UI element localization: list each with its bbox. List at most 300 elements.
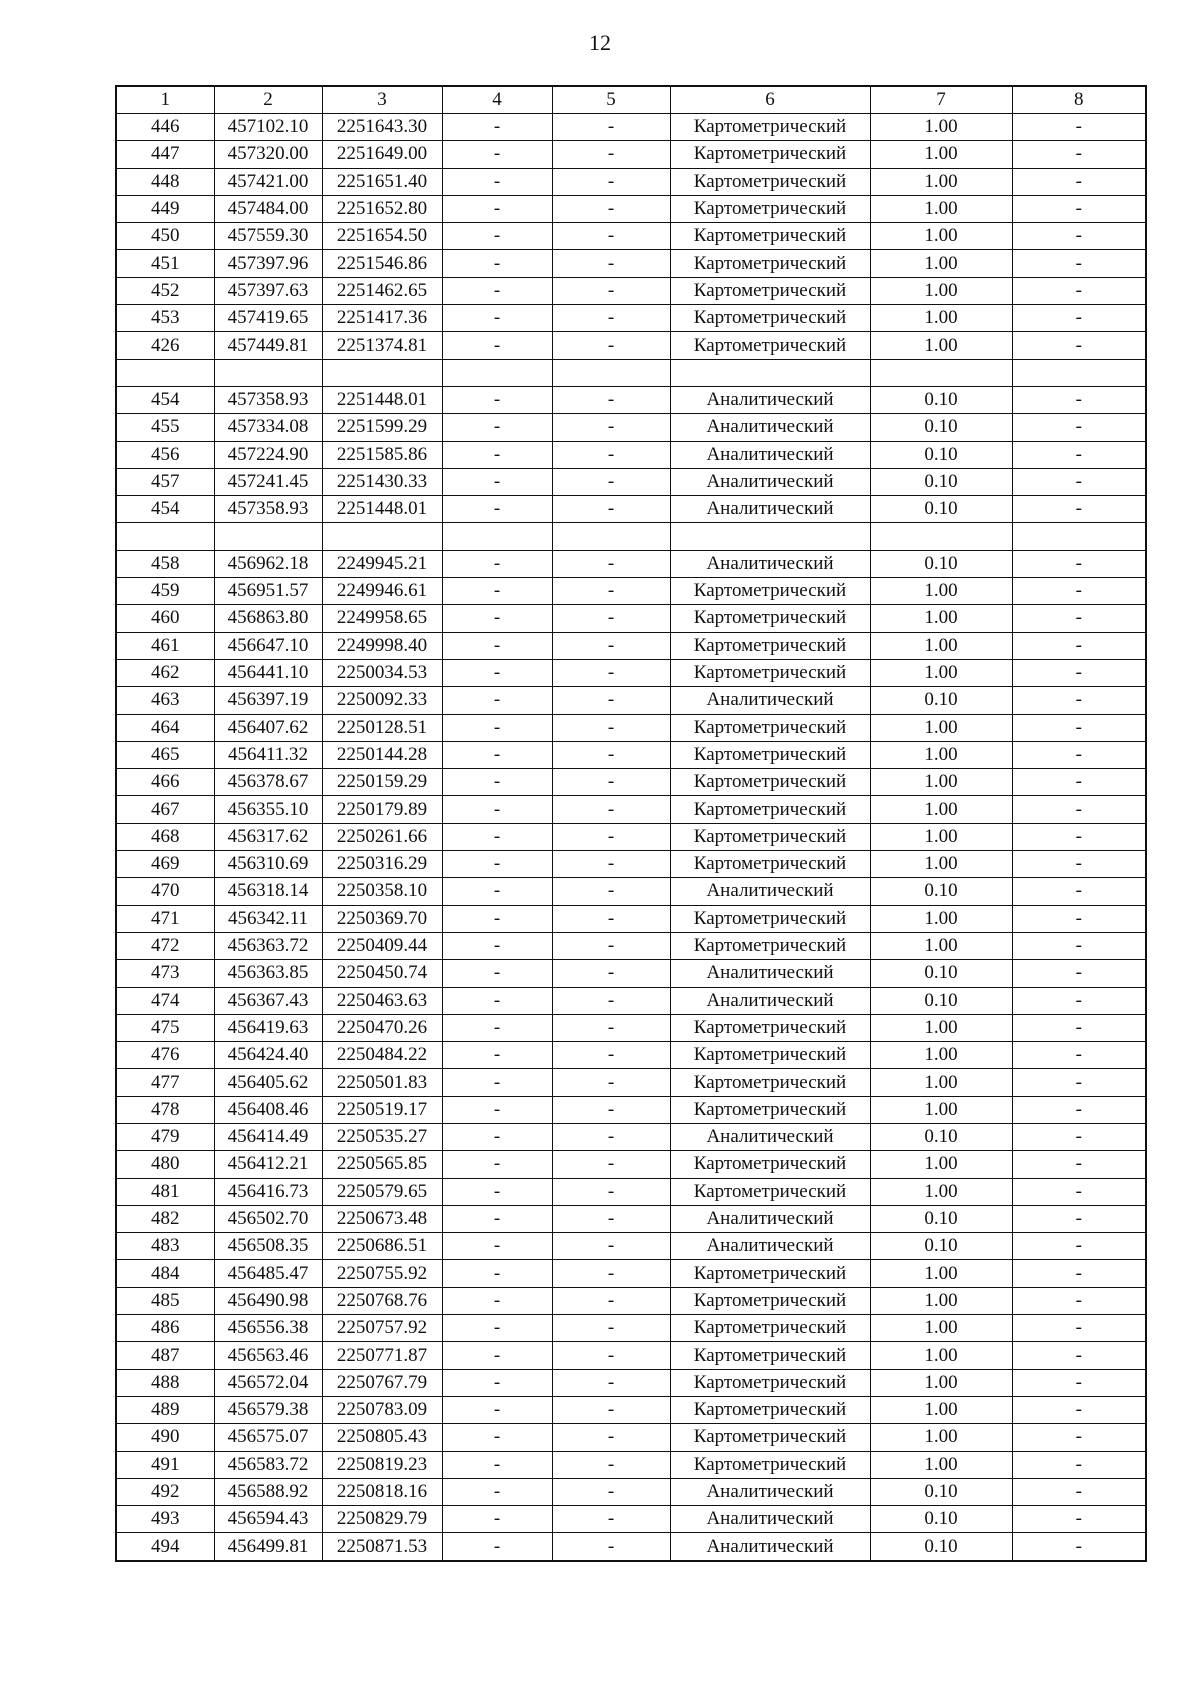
cell-coord-y: 2250470.26 — [322, 1014, 442, 1041]
cell-coord-x: 457358.93 — [214, 496, 322, 523]
cell-col-8: - — [1012, 550, 1146, 577]
cell-method: Аналитический — [670, 1478, 870, 1505]
cell-coord-x: 456367.43 — [214, 987, 322, 1014]
cell-coord-x: 456363.72 — [214, 932, 322, 959]
cell-coord-x: 456412.21 — [214, 1151, 322, 1178]
cell-method: Аналитический — [670, 687, 870, 714]
cell-point-number: 476 — [116, 1042, 214, 1069]
cell-coord-x — [214, 523, 322, 550]
table-row — [116, 578, 1146, 605]
cell-col-8: - — [1012, 1069, 1146, 1096]
cell-col-8: - — [1012, 168, 1146, 195]
cell-coord-y: 2251649.00 — [322, 141, 442, 168]
cell-point-number: 478 — [116, 1096, 214, 1123]
cell-accuracy: 1.00 — [870, 741, 1012, 768]
cell-method: Картометрический — [670, 1042, 870, 1069]
cell-col-4: - — [442, 250, 552, 277]
cell-coord-x: 456951.57 — [214, 578, 322, 605]
cell-accuracy: 0.10 — [870, 441, 1012, 468]
cell-method: Аналитический — [670, 987, 870, 1014]
cell-col-8: - — [1012, 1369, 1146, 1396]
table-row — [116, 250, 1146, 277]
cell-col-4: - — [442, 1424, 552, 1451]
cell-col-5: - — [552, 714, 670, 741]
cell-coord-x: 456407.62 — [214, 714, 322, 741]
cell-col-5 — [552, 359, 670, 386]
cell-col-4: - — [442, 1178, 552, 1205]
cell-accuracy: 0.10 — [870, 550, 1012, 577]
cell-col-4: - — [442, 1315, 552, 1342]
cell-method: Аналитический — [670, 1205, 870, 1232]
cell-col-4: - — [442, 1205, 552, 1232]
cell-col-5: - — [552, 1478, 670, 1505]
cell-coord-x: 457241.45 — [214, 468, 322, 495]
cell-col-5: - — [552, 1533, 670, 1561]
cell-point-number: 450 — [116, 223, 214, 250]
cell-coord-y: 2250450.74 — [322, 960, 442, 987]
cell-point-number: 468 — [116, 823, 214, 850]
cell-point-number: 461 — [116, 632, 214, 659]
cell-col-4: - — [442, 1342, 552, 1369]
cell-accuracy: 1.00 — [870, 250, 1012, 277]
cell-col-4: - — [442, 1096, 552, 1123]
cell-col-4: - — [442, 496, 552, 523]
table-row — [116, 468, 1146, 495]
cell-col-5: - — [552, 741, 670, 768]
cell-coord-y: 2249945.21 — [322, 550, 442, 577]
cell-point-number: 482 — [116, 1205, 214, 1232]
cell-col-4: - — [442, 550, 552, 577]
cell-coord-y: 2250565.85 — [322, 1151, 442, 1178]
cell-accuracy: 1.00 — [870, 714, 1012, 741]
cell-col-5: - — [552, 1014, 670, 1041]
cell-point-number: 470 — [116, 878, 214, 905]
cell-col-4: - — [442, 195, 552, 222]
cell-coord-x — [214, 359, 322, 386]
cell-method: Аналитический — [670, 468, 870, 495]
cell-coord-y: 2250783.09 — [322, 1396, 442, 1423]
cell-col-5: - — [552, 1396, 670, 1423]
cell-accuracy: 1.00 — [870, 223, 1012, 250]
cell-col-5: - — [552, 1424, 670, 1451]
cell-coord-x: 456594.43 — [214, 1506, 322, 1533]
cell-col-5: - — [552, 441, 670, 468]
cell-col-4: - — [442, 1478, 552, 1505]
cell-accuracy: 1.00 — [870, 769, 1012, 796]
page-number: 12 — [589, 30, 611, 55]
cell-accuracy: 1.00 — [870, 1451, 1012, 1478]
cell-accuracy: 1.00 — [870, 114, 1012, 141]
table-row — [116, 141, 1146, 168]
cell-col-4: - — [442, 1451, 552, 1478]
cell-col-5: - — [552, 659, 670, 686]
cell-coord-y: 2251448.01 — [322, 496, 442, 523]
table-row — [116, 687, 1146, 714]
cell-method: Картометрический — [670, 714, 870, 741]
table-row — [116, 1506, 1146, 1533]
cell-coord-y: 2250179.89 — [322, 796, 442, 823]
cell-col-5: - — [552, 632, 670, 659]
cell-point-number: 463 — [116, 687, 214, 714]
table-row — [116, 1342, 1146, 1369]
cell-method — [670, 523, 870, 550]
cell-coord-x: 457484.00 — [214, 195, 322, 222]
cell-coord-y: 2250484.22 — [322, 1042, 442, 1069]
column-header: 8 — [1012, 86, 1146, 114]
cell-col-5: - — [552, 550, 670, 577]
cell-coord-x: 456397.19 — [214, 687, 322, 714]
cell-coord-y: 2251430.33 — [322, 468, 442, 495]
cell-col-8: - — [1012, 468, 1146, 495]
cell-method: Картометрический — [670, 741, 870, 768]
cell-method: Картометрический — [670, 1342, 870, 1369]
cell-coord-x: 456441.10 — [214, 659, 322, 686]
cell-coord-x: 456583.72 — [214, 1451, 322, 1478]
cell-coord-x: 457320.00 — [214, 141, 322, 168]
cell-coord-x: 457102.10 — [214, 114, 322, 141]
table-row — [116, 1315, 1146, 1342]
cell-accuracy: 1.00 — [870, 1042, 1012, 1069]
cell-col-8: - — [1012, 632, 1146, 659]
cell-accuracy: 0.10 — [870, 1205, 1012, 1232]
table-row — [116, 1178, 1146, 1205]
cell-method: Аналитический — [670, 1233, 870, 1260]
cell-coord-x: 457421.00 — [214, 168, 322, 195]
cell-coord-x: 456411.32 — [214, 741, 322, 768]
cell-accuracy: 0.10 — [870, 496, 1012, 523]
cell-coord-x: 456310.69 — [214, 851, 322, 878]
table-row — [116, 195, 1146, 222]
cell-col-8: - — [1012, 578, 1146, 605]
cell-coord-y: 2251651.40 — [322, 168, 442, 195]
cell-coord-x: 456317.62 — [214, 823, 322, 850]
cell-col-8: - — [1012, 1396, 1146, 1423]
cell-col-4: - — [442, 1042, 552, 1069]
cell-accuracy: 1.00 — [870, 905, 1012, 932]
cell-coord-y: 2250767.79 — [322, 1369, 442, 1396]
cell-accuracy: 1.00 — [870, 1342, 1012, 1369]
cell-coord-x: 457559.30 — [214, 223, 322, 250]
cell-col-8: - — [1012, 1342, 1146, 1369]
cell-method: Картометрический — [670, 114, 870, 141]
cell-col-5: - — [552, 1151, 670, 1178]
cell-accuracy: 1.00 — [870, 1151, 1012, 1178]
cell-method: Аналитический — [670, 550, 870, 577]
cell-col-4: - — [442, 987, 552, 1014]
table-row — [116, 632, 1146, 659]
cell-accuracy: 1.00 — [870, 195, 1012, 222]
cell-coord-y: 2251599.29 — [322, 414, 442, 441]
table-row — [116, 550, 1146, 577]
column-header: 4 — [442, 86, 552, 114]
cell-col-5: - — [552, 1260, 670, 1287]
cell-accuracy: 0.10 — [870, 414, 1012, 441]
cell-col-8: - — [1012, 441, 1146, 468]
cell-point-number: 456 — [116, 441, 214, 468]
cell-col-4: - — [442, 796, 552, 823]
cell-method: Картометрический — [670, 195, 870, 222]
table-row — [116, 851, 1146, 878]
cell-col-8: - — [1012, 659, 1146, 686]
table-row — [116, 1233, 1146, 1260]
table-row — [116, 1069, 1146, 1096]
cell-accuracy — [870, 523, 1012, 550]
table-row — [116, 1123, 1146, 1150]
cell-col-4: - — [442, 605, 552, 632]
cell-col-8: - — [1012, 414, 1146, 441]
cell-col-5: - — [552, 1315, 670, 1342]
cell-point-number: 494 — [116, 1533, 214, 1561]
table-row — [116, 741, 1146, 768]
cell-col-4: - — [442, 277, 552, 304]
cell-col-5: - — [552, 496, 670, 523]
cell-point-number: 488 — [116, 1369, 214, 1396]
cell-point-number: 474 — [116, 987, 214, 1014]
cell-col-4: - — [442, 1151, 552, 1178]
table-row — [116, 714, 1146, 741]
cell-coord-x: 456499.81 — [214, 1533, 322, 1561]
cell-col-4: - — [442, 741, 552, 768]
cell-col-4: - — [442, 632, 552, 659]
cell-method: Картометрический — [670, 332, 870, 359]
cell-method: Картометрический — [670, 796, 870, 823]
cell-coord-x: 456363.85 — [214, 960, 322, 987]
cell-coord-x: 456572.04 — [214, 1369, 322, 1396]
cell-accuracy: 1.00 — [870, 332, 1012, 359]
cell-coord-x: 456408.46 — [214, 1096, 322, 1123]
cell-method: Картометрический — [670, 905, 870, 932]
cell-coord-y — [322, 359, 442, 386]
cell-col-4: - — [442, 441, 552, 468]
cell-col-5: - — [552, 932, 670, 959]
cell-col-4: - — [442, 414, 552, 441]
cell-col-8: - — [1012, 1123, 1146, 1150]
column-header: 2 — [214, 86, 322, 114]
table-row — [116, 414, 1146, 441]
table-row — [116, 796, 1146, 823]
cell-col-4: - — [442, 1533, 552, 1561]
cell-point-number: 447 — [116, 141, 214, 168]
cell-coord-x: 456416.73 — [214, 1178, 322, 1205]
cell-coord-x: 456342.11 — [214, 905, 322, 932]
cell-coord-x: 457334.08 — [214, 414, 322, 441]
table-row — [116, 359, 1146, 386]
cell-method: Аналитический — [670, 496, 870, 523]
cell-col-8: - — [1012, 823, 1146, 850]
cell-point-number: 485 — [116, 1287, 214, 1314]
cell-col-5: - — [552, 905, 670, 932]
cell-col-4: - — [442, 659, 552, 686]
cell-coord-y: 2251374.81 — [322, 332, 442, 359]
cell-col-8: - — [1012, 1233, 1146, 1260]
cell-point-number: 460 — [116, 605, 214, 632]
cell-method: Аналитический — [670, 441, 870, 468]
cell-method: Картометрический — [670, 1424, 870, 1451]
cell-col-8: - — [1012, 851, 1146, 878]
cell-coord-y: 2251462.65 — [322, 277, 442, 304]
cell-accuracy: 0.10 — [870, 960, 1012, 987]
cell-accuracy: 1.00 — [870, 305, 1012, 332]
cell-coord-y: 2250768.76 — [322, 1287, 442, 1314]
cell-col-5: - — [552, 332, 670, 359]
cell-col-8: - — [1012, 687, 1146, 714]
cell-col-8: - — [1012, 960, 1146, 987]
cell-coord-y: 2250369.70 — [322, 905, 442, 932]
cell-col-8: - — [1012, 796, 1146, 823]
cell-accuracy: 1.00 — [870, 632, 1012, 659]
cell-col-4: - — [442, 305, 552, 332]
cell-col-4: - — [442, 1260, 552, 1287]
cell-point-number: 452 — [116, 277, 214, 304]
cell-coord-x: 456588.92 — [214, 1478, 322, 1505]
cell-col-5: - — [552, 1451, 670, 1478]
cell-accuracy: 1.00 — [870, 932, 1012, 959]
cell-col-5: - — [552, 1205, 670, 1232]
cell-col-5: - — [552, 195, 670, 222]
cell-point-number: 471 — [116, 905, 214, 932]
cell-col-8: - — [1012, 1014, 1146, 1041]
cell-coord-y: 2249946.61 — [322, 578, 442, 605]
cell-col-4: - — [442, 1396, 552, 1423]
cell-accuracy: 1.00 — [870, 277, 1012, 304]
table-row — [116, 905, 1146, 932]
table-row — [116, 960, 1146, 987]
table-row — [116, 1205, 1146, 1232]
cell-point-number: 492 — [116, 1478, 214, 1505]
cell-col-8: - — [1012, 223, 1146, 250]
cell-accuracy: 1.00 — [870, 1014, 1012, 1041]
cell-accuracy: 1.00 — [870, 1096, 1012, 1123]
table-row — [116, 305, 1146, 332]
cell-accuracy: 1.00 — [870, 1315, 1012, 1342]
cell-accuracy: 1.00 — [870, 578, 1012, 605]
cell-accuracy: 1.00 — [870, 659, 1012, 686]
cell-col-4 — [442, 359, 552, 386]
column-header: 1 — [116, 86, 214, 114]
cell-method: Картометрический — [670, 1287, 870, 1314]
cell-accuracy: 0.10 — [870, 1233, 1012, 1260]
cell-col-5: - — [552, 769, 670, 796]
cell-coord-x: 457397.63 — [214, 277, 322, 304]
table-body — [116, 114, 1146, 1561]
table-row — [116, 496, 1146, 523]
cell-col-8 — [1012, 359, 1146, 386]
cell-accuracy: 1.00 — [870, 1069, 1012, 1096]
cell-coord-x: 457358.93 — [214, 386, 322, 413]
cell-method: Аналитический — [670, 878, 870, 905]
cell-point-number: 490 — [116, 1424, 214, 1451]
cell-col-5: - — [552, 223, 670, 250]
cell-col-4: - — [442, 1506, 552, 1533]
cell-point-number: 465 — [116, 741, 214, 768]
cell-method: Картометрический — [670, 1178, 870, 1205]
table-row — [116, 441, 1146, 468]
cell-col-4: - — [442, 851, 552, 878]
cell-method: Картометрический — [670, 1151, 870, 1178]
cell-method: Картометрический — [670, 168, 870, 195]
cell-col-5: - — [552, 1069, 670, 1096]
cell-col-5: - — [552, 1123, 670, 1150]
cell-point-number: 486 — [116, 1315, 214, 1342]
cell-accuracy: 0.10 — [870, 386, 1012, 413]
table-row — [116, 223, 1146, 250]
cell-accuracy: 1.00 — [870, 796, 1012, 823]
cell-col-4 — [442, 523, 552, 550]
table-row — [116, 1533, 1146, 1561]
cell-coord-x: 457449.81 — [214, 332, 322, 359]
cell-point-number: 475 — [116, 1014, 214, 1041]
cell-point-number: 448 — [116, 168, 214, 195]
cell-col-8: - — [1012, 1151, 1146, 1178]
cell-coord-x: 456414.49 — [214, 1123, 322, 1150]
cell-point-number: 484 — [116, 1260, 214, 1287]
cell-coord-y: 2250358.10 — [322, 878, 442, 905]
table-row — [116, 523, 1146, 550]
cell-coord-x: 456485.47 — [214, 1260, 322, 1287]
cell-coord-y: 2250519.17 — [322, 1096, 442, 1123]
cell-col-4: - — [442, 769, 552, 796]
cell-col-8: - — [1012, 1178, 1146, 1205]
cell-col-5: - — [552, 277, 670, 304]
cell-coord-y: 2250409.44 — [322, 932, 442, 959]
cell-col-8: - — [1012, 1096, 1146, 1123]
table-row — [116, 1096, 1146, 1123]
cell-point-number: 473 — [116, 960, 214, 987]
cell-coord-y: 2250034.53 — [322, 659, 442, 686]
cell-col-8: - — [1012, 332, 1146, 359]
cell-col-5: - — [552, 1233, 670, 1260]
cell-col-4: - — [442, 932, 552, 959]
cell-point-number: 487 — [116, 1342, 214, 1369]
cell-method: Картометрический — [670, 141, 870, 168]
cell-col-8: - — [1012, 1506, 1146, 1533]
cell-col-5: - — [552, 1096, 670, 1123]
cell-accuracy: 1.00 — [870, 141, 1012, 168]
cell-coord-x: 456962.18 — [214, 550, 322, 577]
cell-coord-x: 456863.80 — [214, 605, 322, 632]
cell-accuracy: 0.10 — [870, 878, 1012, 905]
cell-accuracy: 0.10 — [870, 687, 1012, 714]
cell-coord-x: 456647.10 — [214, 632, 322, 659]
cell-coord-x: 456405.62 — [214, 1069, 322, 1096]
cell-coord-x: 456579.38 — [214, 1396, 322, 1423]
table-row — [116, 1396, 1146, 1423]
cell-col-4: - — [442, 687, 552, 714]
cell-coord-y: 2250316.29 — [322, 851, 442, 878]
cell-point-number: 457 — [116, 468, 214, 495]
cell-col-4: - — [442, 168, 552, 195]
cell-method: Картометрический — [670, 578, 870, 605]
table-row — [116, 332, 1146, 359]
table-row — [116, 277, 1146, 304]
cell-col-4: - — [442, 1069, 552, 1096]
cell-point-number: 491 — [116, 1451, 214, 1478]
cell-coord-x: 456424.40 — [214, 1042, 322, 1069]
cell-coord-x: 456318.14 — [214, 878, 322, 905]
cell-method: Аналитический — [670, 960, 870, 987]
cell-col-8: - — [1012, 1478, 1146, 1505]
cell-method: Картометрический — [670, 659, 870, 686]
cell-method: Картометрический — [670, 223, 870, 250]
cell-point-number: 464 — [116, 714, 214, 741]
cell-coord-y: 2250757.92 — [322, 1315, 442, 1342]
cell-col-4: - — [442, 1233, 552, 1260]
cell-coord-y: 2250819.23 — [322, 1451, 442, 1478]
cell-coord-y: 2250871.53 — [322, 1533, 442, 1561]
cell-accuracy: 0.10 — [870, 987, 1012, 1014]
cell-coord-y: 2250535.27 — [322, 1123, 442, 1150]
table-row — [116, 1042, 1146, 1069]
